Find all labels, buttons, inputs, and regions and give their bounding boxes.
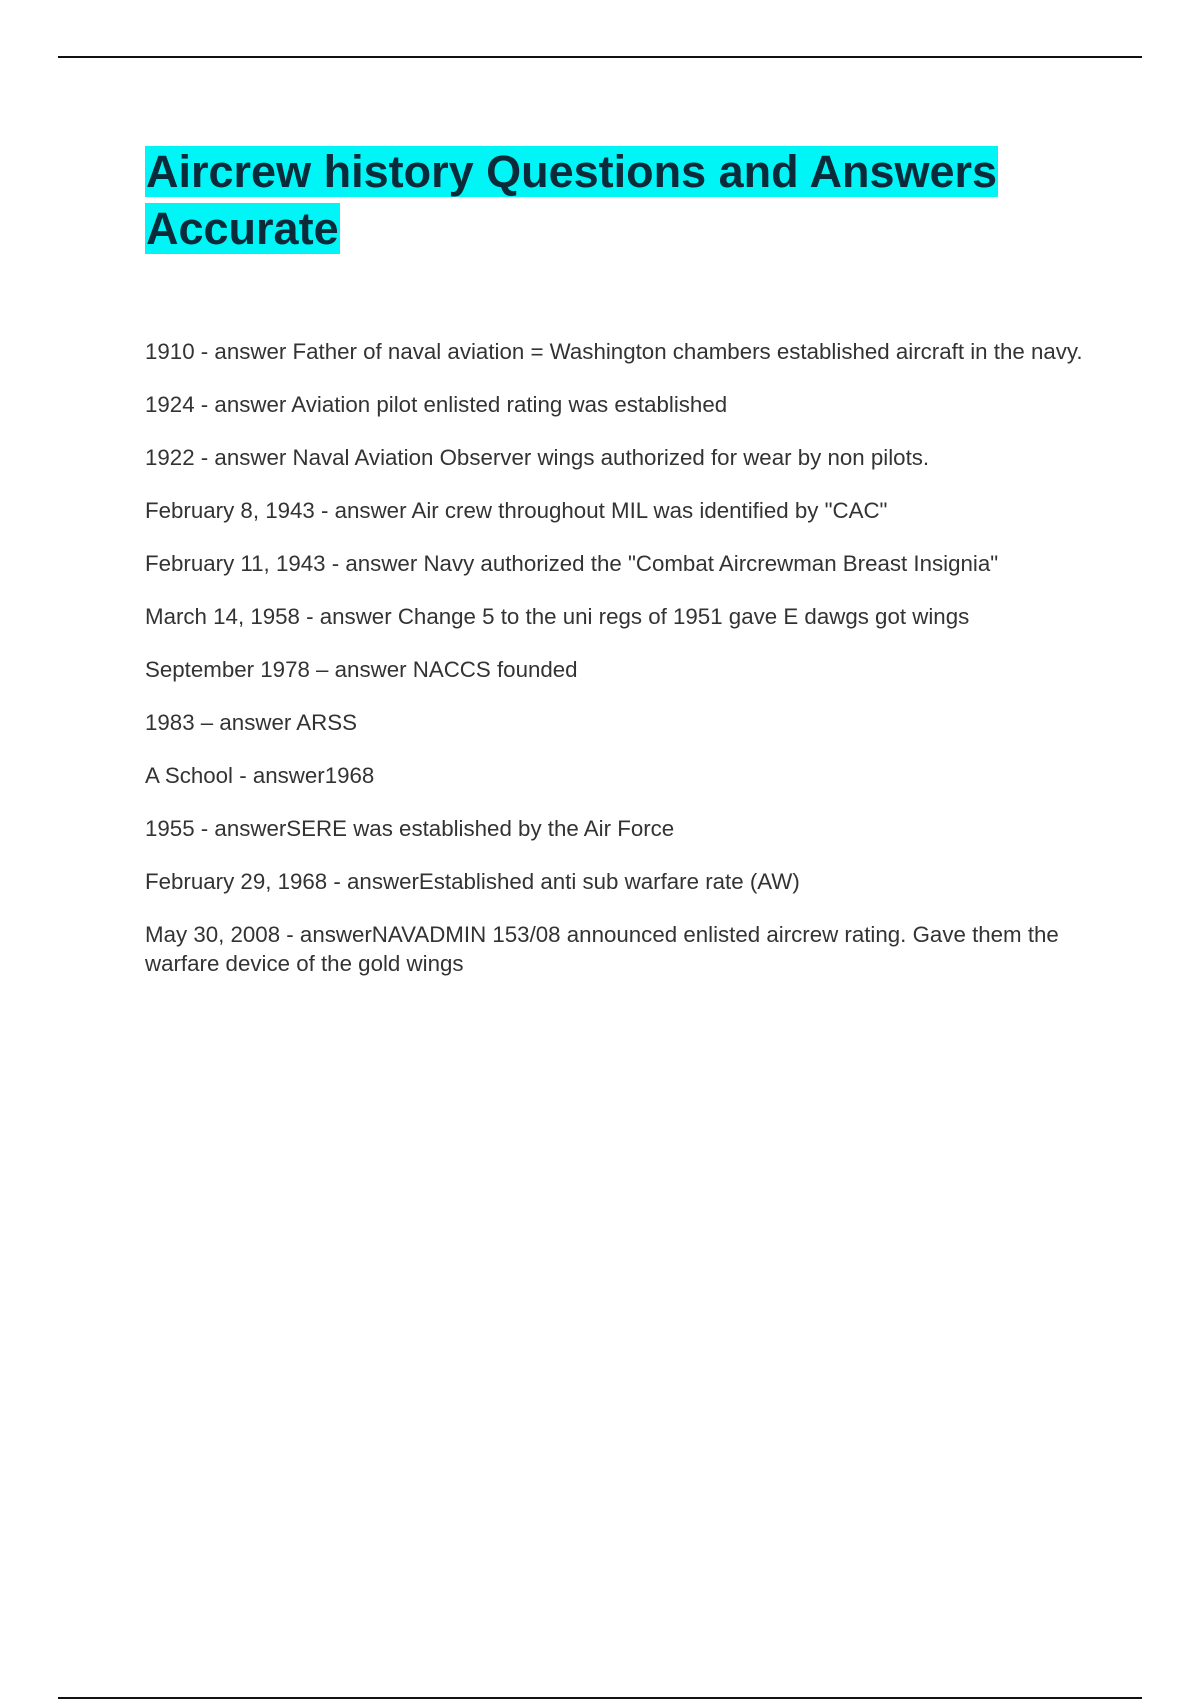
header-rule — [58, 56, 1142, 58]
qa-item: 1922 - answer Naval Aviation Observer wings authorized for wear by non pilots. — [145, 445, 930, 470]
title-highlight: Aircrew history Questions and Answers Accurate — [146, 146, 998, 254]
document-title — [145, 143, 1085, 257]
qa-item: September 1978 – answer NACCS founded — [145, 657, 578, 682]
qa-item: 1924 - answer Aviation pilot enlisted rating was established — [145, 392, 728, 417]
qa-item: March 14, 1958 - answer Change 5 to the uni regs of 1951 gave E dawgs got wings — [145, 604, 970, 629]
qa-item: A School - answer1968 — [145, 763, 375, 788]
qa-item: February 11, 1943 - answer Navy authorized the "Combat Aircrewman Breast Insignia" — [145, 551, 999, 576]
qa-list — [145, 337, 1085, 1002]
qa-item: February 8, 1943 - answer Air crew throughout MIL was identified by "CAC" — [145, 498, 888, 523]
qa-item: May 30, 2008 - answerNAVADMIN 153/08 announced enlisted aircrew rating. Gave them the warfare device of the gold wings — [145, 922, 1059, 976]
qa-item: February 29, 1968 - answerEstablished anti sub warfare rate (AW) — [145, 869, 800, 894]
qa-item: 1983 – answer ARSS — [145, 710, 357, 735]
footer-rule — [58, 1697, 1142, 1699]
qa-item: 1955 - answerSERE was established by the Air Force — [145, 816, 675, 841]
qa-item: 1910 - answer Father of naval aviation = Washington chambers established aircraft in the navy. — [145, 339, 1083, 364]
